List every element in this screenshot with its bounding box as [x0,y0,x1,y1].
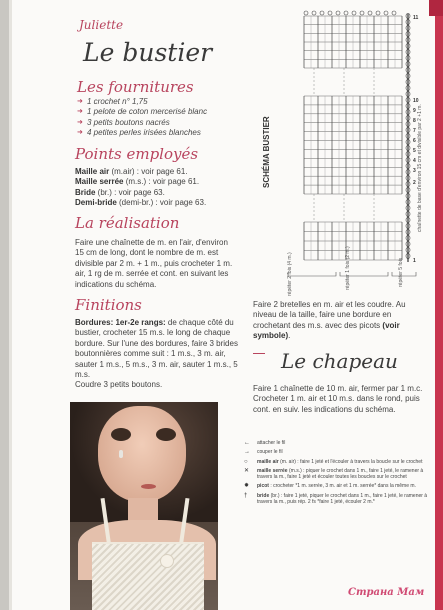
picot-mark [312,11,316,15]
fournitures-list [77,97,247,139]
point-line [75,177,245,187]
point-name: Demi-bride [75,198,117,208]
bretelles-symbol-ref: (voir symbole) [253,320,400,341]
cut-icon: → [244,449,250,456]
row-number-label: 2 [413,180,416,186]
point-line [75,188,245,198]
legend-row [244,483,434,489]
legend-desc: (m. air) : faire 1 jeté et l'écouler à travers la boucle sur le crochet [278,458,423,465]
doll-earring [119,450,123,458]
picot-mark [304,11,308,15]
doll-name: Juliette [79,18,124,32]
chapeau-heading: Le chapeau [281,349,398,373]
legend-label: couper le fil [257,449,283,456]
repeat-bracket [392,272,416,276]
points-heading: Points employés [75,145,199,163]
legend-term: maille serrée [257,467,288,474]
doll-eye [156,428,176,441]
row-number-label: 11 [413,15,419,21]
chapeau-rule [253,353,265,354]
fourniture-item: ➜ 1 crochet n° 1,75 [77,97,247,107]
page-corner-tab [429,0,443,16]
point-ref: (m.s.) : voir page 61. [123,177,200,187]
points-list [75,167,245,209]
schema-note-repeat: répéter 2 fois (4 m.) [287,252,293,296]
row-number-label: 8 [413,118,416,124]
chapeau-text: Faire 1 chaînette de 10 m. air, fermer par 1 m.c. Crocheter 1 m. air et 10 m.s. dans le rond, puis cont. en suiv. les indications du schéma. [253,384,423,414]
legend-row [244,449,434,455]
bretelles-text [253,300,428,342]
legend-desc: (br.) : faire 1 jeté, piquer le crochet dans 1 m., faire 1 jeté, le ramener à travers la m., puis rép. 2 fs *faire 1 jeté, écouler 2 m.* [257,492,428,506]
point-ref: (demi-br.) : voir page 63. [116,198,207,208]
picot-mark [320,11,324,15]
legend-row [244,493,434,506]
row-number-label: 10 [413,98,419,104]
picot-icon: ✸ [244,483,250,490]
attach-icon: ← [244,440,250,446]
crochet-bustier [92,542,204,610]
page-binding-edge [0,0,9,610]
point-name: Bride [75,187,96,197]
crochet-schema [284,10,426,292]
bretelles-end: . [288,331,291,341]
row-number-label: 7 [413,128,416,134]
picot-mark [344,11,348,15]
finitions-body: de chaque côté du bustier, crocheter 15 m.s. le long de chaque bordure. Sur l'une des bordures, faire 3 brides boutonnières comme suit : 1 m.s., 3 m. air, sauter 1 m.s., 5 m.s., 3 m. air, sauter 1 m.s., 5 m.s. [75,318,238,380]
bretelles-body: Faire 2 bretelles en m. air et les coudre. Au niveau de la taille, faire une bordure en crochetant des m.s. avec des picots [253,300,406,330]
realisation-heading: La réalisation [75,214,180,232]
picot-mark [352,11,356,15]
double-crochet-icon: † [244,492,248,499]
point-ref: (br.) : voir page 63. [95,187,165,197]
finitions-text [75,318,240,391]
finitions-coudre: Coudre 3 petits boutons. [75,380,163,390]
schema-block [304,96,402,194]
point-line [75,198,245,208]
doll-photo [70,402,218,610]
site-watermark [348,587,424,598]
legend-row [244,459,434,465]
realisation-text: Faire une chaînette de m. en l'air, d'environ 15 cm de long, dont le nombre de m. est divisible par 2 m. + 1 m., puis crocheter 1 m. air, 1 rg de m. serrée et cont. en suivant les indications du schéma. [75,238,233,289]
crochet-rose [160,554,174,568]
legend-desc: : crocheter *1 m. serrée, 3 m. air et 1 m. serrée* dans la même m. [268,483,416,490]
point-line [75,167,245,177]
row-number-label: 1 [413,258,416,264]
fourniture-item: ➜ 1 pelote de coton mercerisé blanc [77,107,247,117]
row-number-label: 4 [413,158,416,164]
legend-row [244,440,434,446]
schema-note-repeat: répéter 5 fois [398,257,404,287]
finitions-heading: Finitions [75,296,142,314]
schema-right-note: chaînette de base d'environ 15 cm et divisible par 2 +1 m. [417,104,423,232]
schema-note-repeat: répéter 1 fois (2 m.) [345,246,351,290]
page-binding-shadow [9,0,12,610]
page-edge-bar [435,0,443,610]
page-title: Le bustier [83,38,213,67]
picot-mark [392,11,396,15]
watermark-text: Страна Мам [348,587,425,598]
single-crochet-icon: ✕ [244,467,250,474]
legend-desc: (m.s.) : piquer le crochet dans 1 m., faire 1 jeté, le ramener à travers la m., faire 1 jeté et écouler toutes les boucles sur le crochet [257,467,424,481]
legend-label: attacher le fil [257,440,286,446]
picot-mark [328,11,332,15]
doll-mouth [141,484,156,489]
point-ref: (m.air) : voir page 61. [109,167,188,176]
row-number-label: 6 [413,138,416,144]
picot-mark [360,11,364,15]
legend-term: picot [257,483,269,490]
point-name: Maille serrée [75,177,124,187]
chain-stitch-icon: ○ [244,458,248,465]
finitions-label: Bordures: 1er-2e rangs: [75,318,166,327]
point-name: Maille air [75,167,110,176]
row-number-label: 3 [413,168,416,174]
picot-mark [368,11,372,15]
fourniture-item: ➜ 3 petits boutons nacrés [77,118,247,128]
legend-term: maille air [257,458,279,465]
row-number-label: 5 [413,148,416,154]
doll-face [98,406,186,502]
row-number-label: 9 [413,108,416,114]
picot-mark [384,11,388,15]
legend-row [244,468,434,481]
fournitures-heading: Les fournitures [77,78,194,96]
doll-eye [111,428,131,441]
symbols-legend [244,440,434,508]
picot-mark [376,11,380,15]
schema-block [304,222,402,260]
schema-title: SCHÉMA BUSTIER [262,116,271,188]
picot-mark [336,11,340,15]
schema-block [304,16,402,68]
fourniture-item: ➜ 4 petites perles irisées blanches [77,128,247,138]
legend-term: bride [257,492,270,499]
repeat-bracket [288,272,336,276]
